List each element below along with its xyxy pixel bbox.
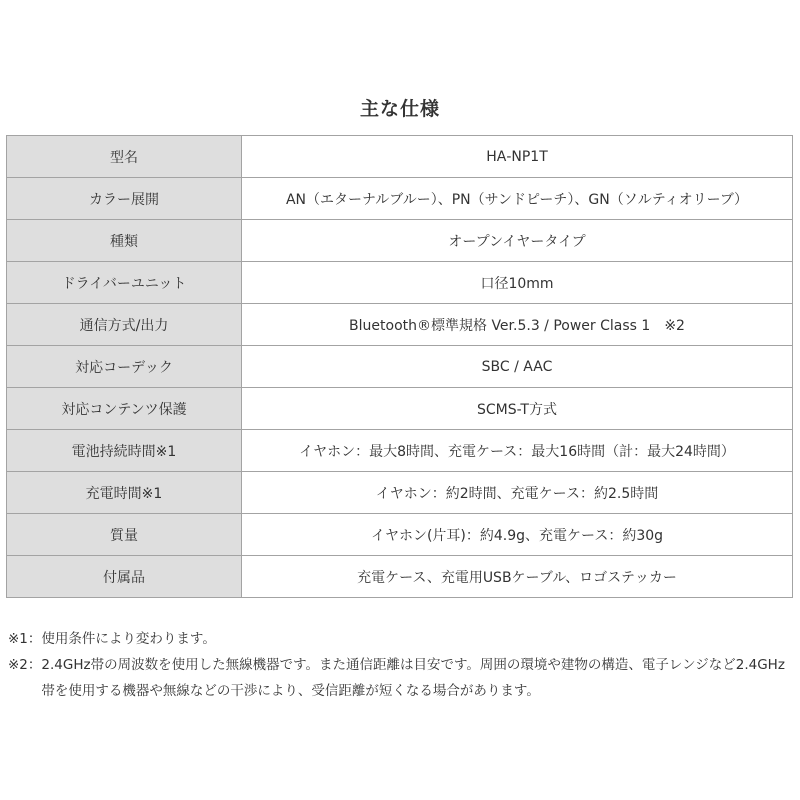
page-title: 主な仕様 (359, 98, 440, 120)
table-row (7, 472, 793, 514)
footnote-text: 使用条件により変わります。 (41, 631, 216, 647)
spec-value-weight: イヤホン(片耳)：約4.9g、充電ケース：約30g (242, 514, 793, 556)
table-row (7, 136, 793, 178)
footnote-mark: ※2： (8, 657, 42, 673)
spec-label-weight: 質量 (7, 514, 242, 556)
table-row (7, 304, 793, 346)
spec-label-battery-life: 電池持続時間※1 (7, 430, 242, 472)
spec-label-content-protection: 対応コンテンツ保護 (7, 388, 242, 430)
spec-value-communication: Bluetooth®標準規格 Ver.5.3 / Power Class 1 ※2 (242, 304, 793, 346)
spec-value-colors: AN（エターナルブルー）、PN（サンドピーチ）、GN（ソルティオリーブ） (242, 178, 793, 220)
table-row (7, 556, 793, 598)
table-row (7, 262, 793, 304)
spec-label-driver: ドライバーユニット (7, 262, 242, 304)
table-row (7, 220, 793, 262)
spec-value-accessories: 充電ケース、充電用USBケーブル、ロゴステッカー (242, 556, 793, 598)
spec-label-model: 型名 (7, 136, 242, 178)
spec-label-colors: カラー展開 (7, 178, 242, 220)
spec-table (6, 135, 793, 598)
spec-label-codec: 対応コーデック (7, 346, 242, 388)
footnote-1 (8, 626, 792, 652)
table-row (7, 388, 793, 430)
spec-value-type: オープンイヤータイプ (242, 220, 793, 262)
table-row (7, 430, 793, 472)
table-row (7, 346, 793, 388)
spec-value-model: HA‐NP1T (242, 136, 793, 178)
spec-label-charge-time: 充電時間※1 (7, 472, 242, 514)
spec-value-battery-life: イヤホン：最大8時間、充電ケース：最大16時間（計：最大24時間） (242, 430, 793, 472)
spec-value-driver: 口径10mm (242, 262, 793, 304)
spec-value-charge-time: イヤホン：約2時間、充電ケース：約2.5時間 (242, 472, 793, 514)
footnotes (8, 626, 792, 704)
spec-label-type: 種類 (7, 220, 242, 262)
footnote-2 (8, 652, 792, 704)
footnote-mark: ※1： (8, 631, 42, 647)
spec-label-communication: 通信方式/出力 (7, 304, 242, 346)
table-row (7, 178, 793, 220)
footnote-text: 2.4GHz帯の周波数を使用した無線機器です。また通信距離は目安です。周囲の環境や建物の構造、電子レンジなど2.4GHz帯を使用する機器や無線などの干渉により、受信距離が短くなる場合があります。 (41, 657, 785, 699)
spec-value-content-protection: SCMS-T方式 (242, 388, 793, 430)
spec-label-accessories: 付属品 (7, 556, 242, 598)
table-row (7, 514, 793, 556)
spec-value-codec: SBC / AAC (242, 346, 793, 388)
